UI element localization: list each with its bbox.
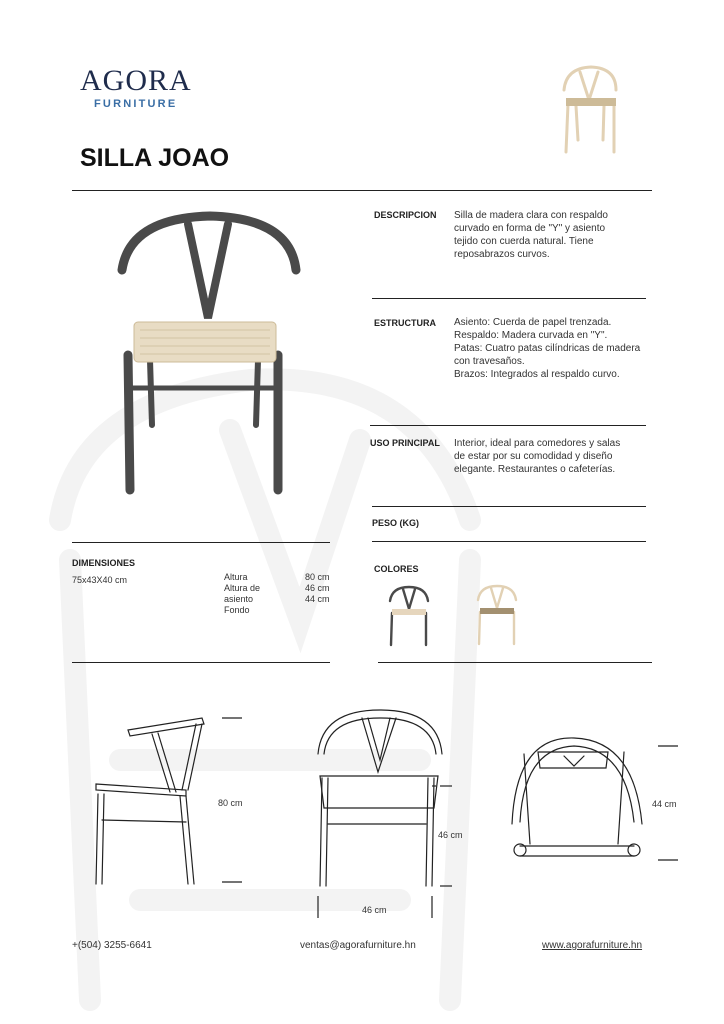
- brand-logo: AGORA: [80, 64, 192, 97]
- descripcion-divider: [372, 298, 646, 299]
- top-depth-label: 44 cm: [652, 799, 677, 809]
- front-width-label: 46 cm: [362, 905, 387, 915]
- dimensiones-top-divider: [72, 542, 330, 543]
- descripcion-text: Silla de madera clara con respaldo curvado en forma de "Y" y asiento tejido con cuerda natural. Tiene reposabrazos curvos.: [454, 210, 608, 260]
- color-option-dark[interactable]: [386, 585, 432, 647]
- color-option-natural[interactable]: [474, 584, 520, 646]
- uso-text: Interior, ideal para comedores y salas de estar por su comodidad y diseño elegante. Restaurantes o cafeterías.: [454, 438, 621, 475]
- front-seat-height-label: 46 cm: [438, 830, 463, 840]
- uso-divider: [372, 506, 646, 507]
- estructura-label: ESTRUCTURA: [374, 318, 436, 328]
- descripcion-label: DESCRIPCION: [374, 210, 437, 220]
- dimensiones-values: 80 cm 46 cm 44 cm: [305, 572, 330, 604]
- estructura-divider: [370, 425, 646, 426]
- colores-divider: [378, 662, 652, 663]
- main-chair-image: [110, 210, 310, 500]
- side-height-label: 80 cm: [218, 798, 243, 808]
- uso-label: USO PRINCIPAL: [370, 438, 440, 448]
- dimensiones-bottom-divider: [72, 662, 330, 663]
- title-divider: [72, 190, 652, 191]
- peso-divider: [372, 541, 646, 542]
- product-title: SILLA JOAO: [80, 144, 230, 172]
- dimensiones-names: Altura Altura de asiento Fondo: [224, 572, 261, 615]
- estructura-text: Asiento: Cuerda de papel trenzada. Respaldo: Madera curvada en "Y". Patas: Cuatro patas cilíndricas de madera con travesaños. Brazos: Integrados al respaldo curvo.: [454, 317, 641, 380]
- brand-subtitle: FURNITURE: [94, 98, 178, 110]
- footer-email[interactable]: ventas@agorafurniture.hn: [300, 940, 416, 951]
- peso-label: PESO (KG): [372, 518, 420, 528]
- colores-label: COLORES: [374, 564, 419, 574]
- front-view-drawing: [310, 706, 460, 926]
- dimensiones-label: DIMENSIONES: [72, 558, 136, 568]
- footer-phone: +(504) 3255-6641: [72, 940, 152, 951]
- thumbnail-chair-image: [556, 62, 626, 157]
- footer-website-link[interactable]: www.agorafurniture.hn: [542, 940, 643, 951]
- dimensiones-summary: 75x43X40 cm: [72, 575, 128, 585]
